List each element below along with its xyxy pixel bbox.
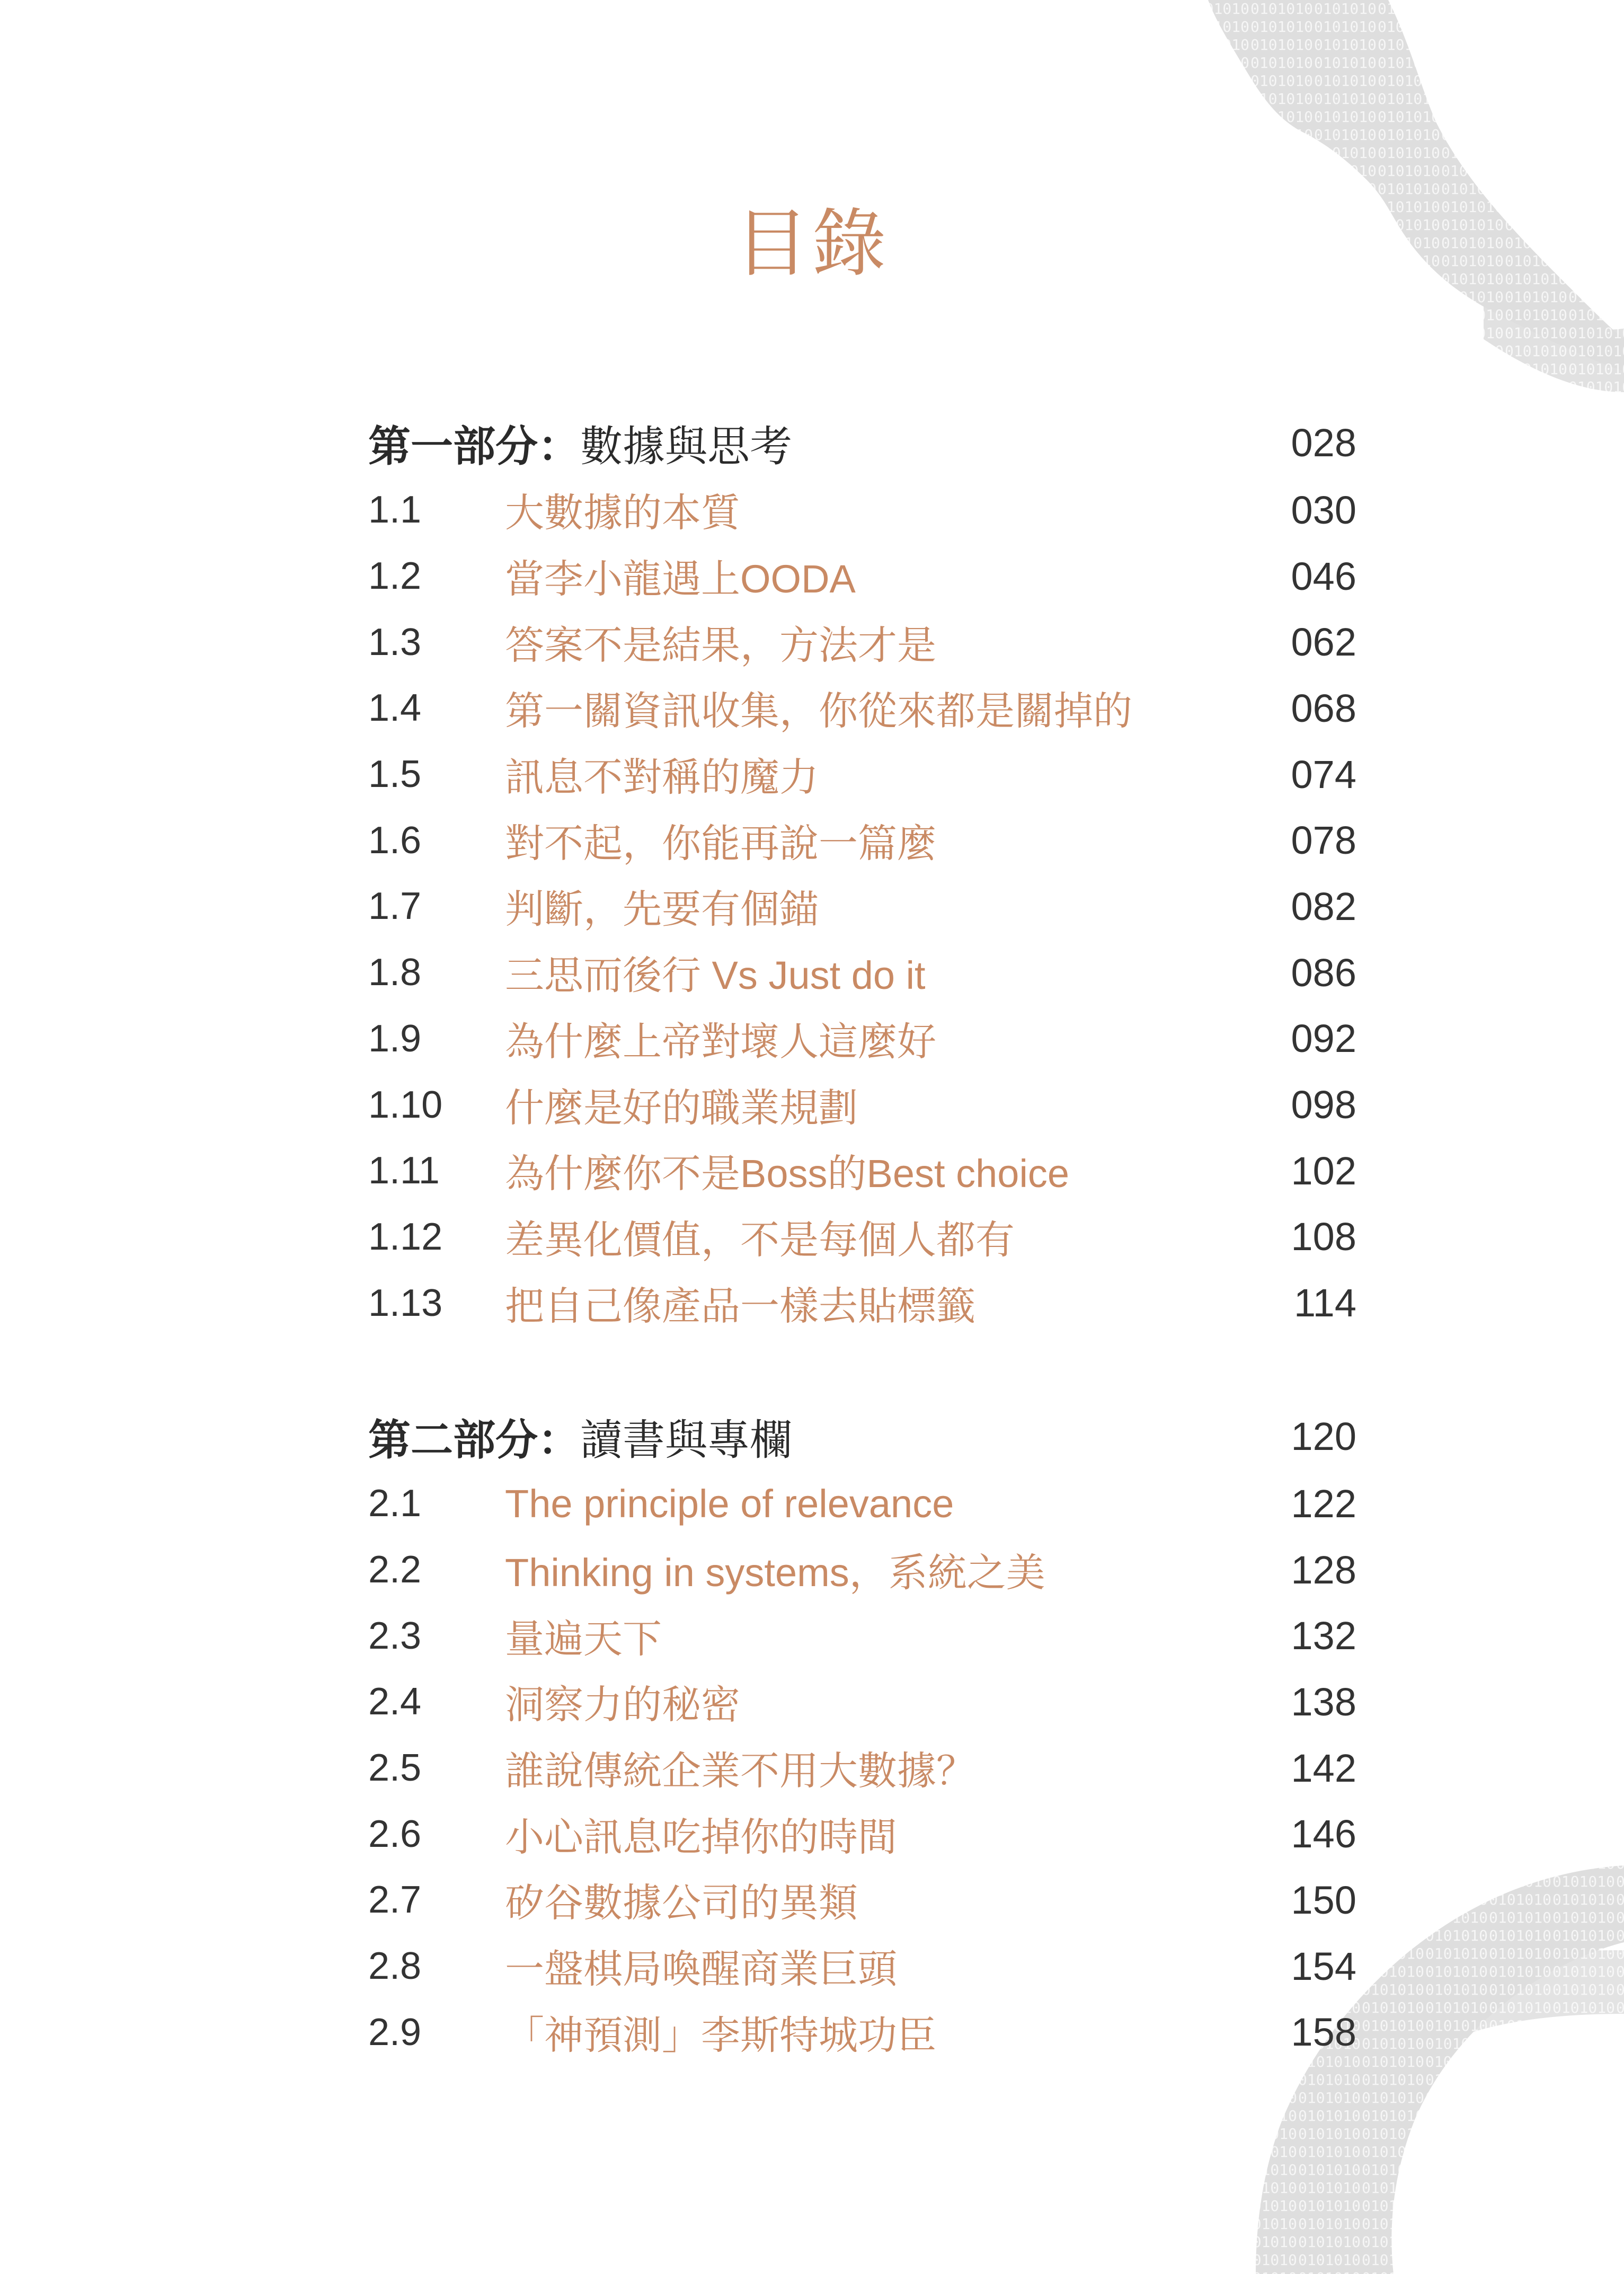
entry-page-number: 114 — [1294, 1281, 1356, 1325]
entry-title: 三思而後行 Vs Just do it — [505, 953, 926, 998]
entry-number: 1.2 — [368, 555, 422, 598]
toc-entry — [368, 1537, 1356, 1603]
entry-number: 2.1 — [368, 1482, 422, 1525]
entry-page-number: 086 — [1291, 950, 1356, 995]
entry-title: 為什麼你不是Boss的Best choice — [505, 1152, 1070, 1196]
entry-title: Thinking in systems，系統之美 — [505, 1551, 1045, 1595]
toc-entry — [368, 675, 1356, 741]
entry-title: 把自己像產品一樣去貼標籤 — [505, 1284, 975, 1328]
entry-page-number: 082 — [1291, 884, 1356, 928]
toc-entry — [368, 1006, 1356, 1072]
toc-entry — [368, 1138, 1356, 1204]
entry-title: 什麼是好的職業規劃 — [505, 1085, 858, 1130]
toc-entry — [368, 609, 1356, 675]
entry-number: 1.13 — [368, 1281, 443, 1324]
entry-title: 一盤棋局喚醒商業巨頭 — [505, 1947, 897, 1992]
entry-number: 1.4 — [368, 687, 422, 730]
entry-title: 對不起，你能再說一篇麼 — [505, 821, 936, 865]
toc-entry — [368, 1471, 1356, 1537]
entry-page-number: 030 — [1291, 488, 1356, 532]
entry-title: 當李小龍遇上OODA — [505, 557, 856, 601]
entry-title: 判斷，先要有個錨 — [505, 887, 819, 932]
part-label: 第二部分： — [368, 1416, 580, 1464]
toc-entry — [368, 543, 1356, 609]
toc-entry — [368, 1669, 1356, 1735]
entry-page-number: 158 — [1291, 2010, 1356, 2055]
entry-title: 訊息不對稱的魔力 — [505, 755, 819, 800]
toc-entry — [368, 1801, 1356, 1867]
entry-page-number: 098 — [1291, 1083, 1356, 1127]
entry-number: 1.6 — [368, 819, 422, 862]
entry-page-number: 132 — [1291, 1614, 1356, 1658]
part-page-number: 120 — [1291, 1414, 1356, 1458]
entry-title: 誰說傳統企業不用大數據？ — [505, 1749, 975, 1793]
entry-number: 1.7 — [368, 885, 422, 928]
toc-part-2 — [368, 1402, 1356, 2065]
entry-page-number: 046 — [1291, 554, 1356, 598]
toc-entry — [368, 940, 1356, 1006]
entry-number: 2.8 — [368, 1945, 422, 1988]
entry-page-number: 092 — [1291, 1016, 1356, 1061]
toc-entry — [368, 741, 1356, 808]
toc-entry — [368, 873, 1356, 940]
page-title: 目錄 — [734, 202, 890, 285]
part-label: 第一部分： — [368, 422, 580, 470]
entry-number: 1.5 — [368, 753, 422, 796]
part-page-number: 028 — [1291, 420, 1356, 465]
entry-title: 量遍天下 — [505, 1616, 662, 1661]
entry-number: 1.12 — [368, 1215, 443, 1258]
entry-number: 2.3 — [368, 1614, 422, 1657]
entry-number: 1.1 — [368, 489, 422, 532]
toc-entry — [368, 1999, 1356, 2066]
entry-page-number: 146 — [1291, 1812, 1356, 1856]
entry-page-number: 142 — [1291, 1746, 1356, 1790]
entry-number: 1.9 — [368, 1017, 422, 1060]
entry-number: 1.11 — [368, 1149, 440, 1192]
entry-number: 2.4 — [368, 1680, 422, 1723]
toc-entry — [368, 1072, 1356, 1138]
toc-part-1 — [368, 408, 1356, 1336]
entry-title: 大數據的本質 — [505, 491, 740, 535]
entry-title: The principle of relevance — [505, 1481, 954, 1526]
entry-page-number: 122 — [1291, 1481, 1356, 1526]
entry-page-number: 108 — [1291, 1215, 1356, 1259]
toc-entry — [368, 1933, 1356, 1999]
entry-number: 2.5 — [368, 1747, 422, 1790]
entry-page-number: 074 — [1291, 752, 1356, 797]
entry-number: 1.8 — [368, 951, 422, 994]
entry-title: 「神預測」李斯特城功臣 — [505, 2013, 936, 2057]
part-heading — [368, 1402, 1356, 1471]
entry-page-number: 078 — [1291, 818, 1356, 863]
entry-title: 洞察力的秘密 — [505, 1683, 740, 1727]
toc-entry — [368, 1204, 1356, 1270]
entry-number: 1.3 — [368, 621, 422, 663]
entry-title: 矽谷數據公司的異類 — [505, 1881, 858, 1925]
entry-number: 1.10 — [368, 1083, 443, 1126]
part-title: 讀書與專欄 — [580, 1416, 792, 1464]
entry-number: 2.2 — [368, 1549, 422, 1591]
entry-number: 2.6 — [368, 1812, 422, 1855]
entry-title: 差異化價值，不是每個人都有 — [505, 1217, 1015, 1262]
entry-page-number: 154 — [1291, 1944, 1356, 1988]
entry-title: 第一關資訊收集，你從來都是關掉的 — [505, 689, 1132, 733]
toc-entry — [368, 1270, 1356, 1336]
toc-entry — [368, 1867, 1356, 1933]
toc-entry — [368, 477, 1356, 543]
toc-entry — [368, 807, 1356, 873]
toc-entry — [368, 1735, 1356, 1801]
entry-title: 為什麼上帝對壞人這麼好 — [505, 1019, 936, 1064]
entry-page-number: 102 — [1291, 1148, 1356, 1193]
toc-entry — [368, 1603, 1356, 1669]
entry-page-number: 068 — [1291, 686, 1356, 730]
entry-page-number: 150 — [1291, 1878, 1356, 1922]
entry-page-number: 062 — [1291, 620, 1356, 665]
entry-number: 2.9 — [368, 2011, 422, 2054]
entry-page-number: 128 — [1291, 1547, 1356, 1592]
entry-title: 小心訊息吃掉你的時間 — [505, 1815, 897, 1859]
entry-page-number: 138 — [1291, 1679, 1356, 1724]
entry-title: 答案不是結果，方法才是 — [505, 623, 936, 667]
entry-number: 2.7 — [368, 1879, 422, 1922]
part-heading — [368, 408, 1356, 477]
part-title: 數據與思考 — [580, 422, 792, 470]
